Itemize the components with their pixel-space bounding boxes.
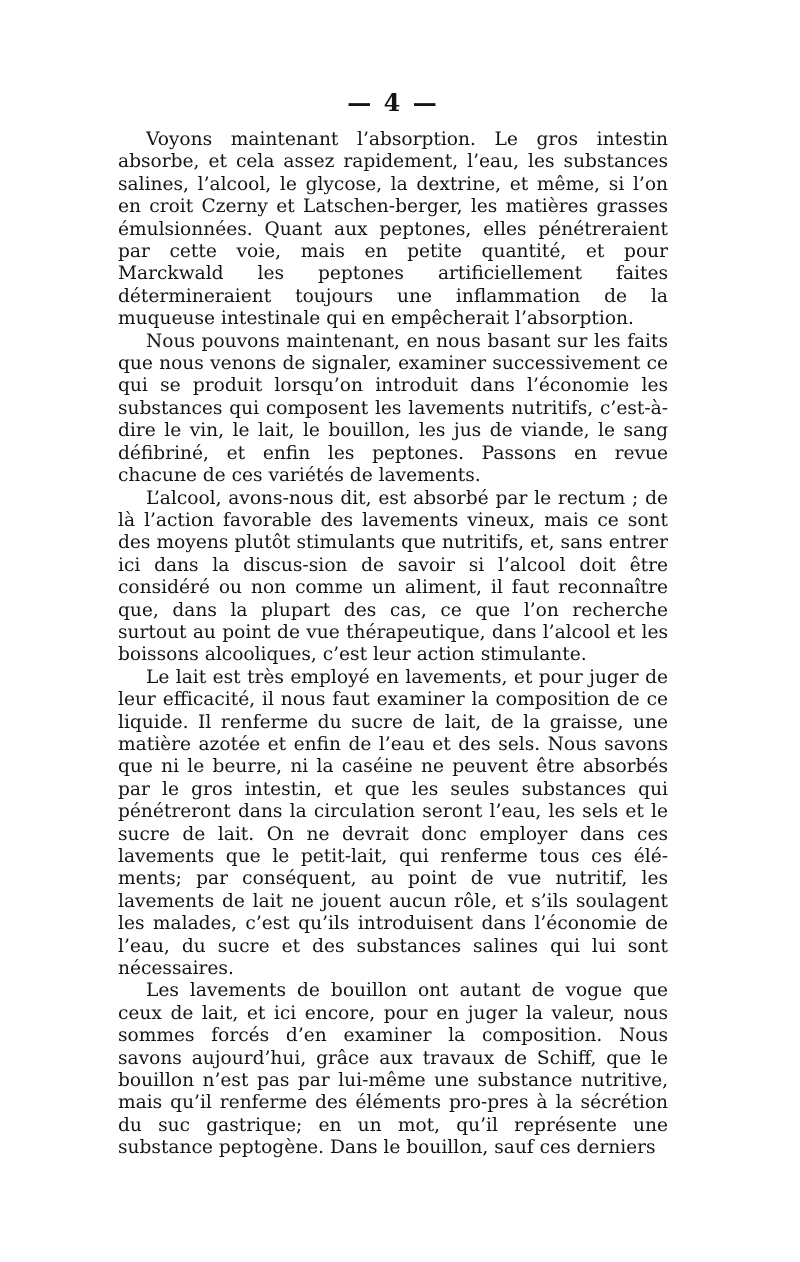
- paragraph-absorption: Voyons maintenant l’absorption. Le gros intestin absorbe, et cela assez rapidement, l’eau, les substances salines, l’alcool, le glycose, la dextrine, et même, si l’on en croit Czerny et Latschen-berger, les matières grasses émulsionnées. Quant aux peptones, elles pénétreraient par cette voie, mais en petite quantité, et pour Marckwald les peptones artificiellement faites détermineraient toujours une inflammation de la muqueuse intestinale qui en empêcherait l’absorption.: [118, 129, 668, 330]
- page-number: — 4 —: [347, 88, 439, 117]
- paragraph-lait: Le lait est très employé en lavements, et pour juger de leur efficacité, il nous faut examiner la composition de ce liquide. Il renferme du sucre de lait, de la graisse, une matière azotée et enfin de l’eau et des sels. Nous savons que ni le beurre, ni la caséine ne peuvent être absorbés par le gros intestin, et que les seules substances qui pénétreront dans la circulation seront l’eau, les sels et le sucre de lait. On ne devrait donc employer dans ces lavements que le petit-lait, qui renferme tous ces élé-ments; par conséquent, au point de vue nutritif, les lavements de lait ne jouent aucun rôle, et s’ils soulagent les malades, c’est qu’ils introduisent dans l’économie de l’eau, du sucre et des substances salines qui lui sont nécessaires.: [118, 666, 668, 980]
- paragraph-alcool: L’alcool, avons-nous dit, est absorbé par le rectum ; de là l’action favorable des lavements vineux, mais ce sont des moyens plutôt stimulants que nutritifs, et, sans entrer ici dans la discus-sion de savoir si l’alcool doit être considéré ou non comme un aliment, il faut reconnaître que, dans la plupart des cas, ce que l’on recherche surtout au point de vue thérapeutique, dans l’alcool et les boissons alcooliques, c’est leur action stimulante.: [118, 487, 668, 666]
- paragraph-bouillon: Les lavements de bouillon ont autant de vogue que ceux de lait, et ici encore, pour en juger la valeur, nous sommes forcés d’en examiner la composition. Nous savons aujourd’hui, grâce aux travaux de Schiff, que le bouillon n’est pas par lui-même une substance nutritive, mais qu’il renferme des éléments pro-pres à la sécrétion du suc gastrique; en un mot, qu’il représente une substance peptogène. Dans le bouillon, sauf ces derniers: [118, 980, 668, 1159]
- paragraph-lavements-overview: Nous pouvons maintenant, en nous basant sur les faits que nous venons de signaler, examiner successivement ce qui se produit lorsqu’on introduit dans l’économie les substances qui composent les lavements nutritifs, c’est-à-dire le vin, le lait, le bouillon, les jus de viande, le sang défibriné, et enfin les peptones. Passons en revue chacune de ces variétés de lavements.: [118, 330, 668, 487]
- body-text: [118, 129, 668, 1160]
